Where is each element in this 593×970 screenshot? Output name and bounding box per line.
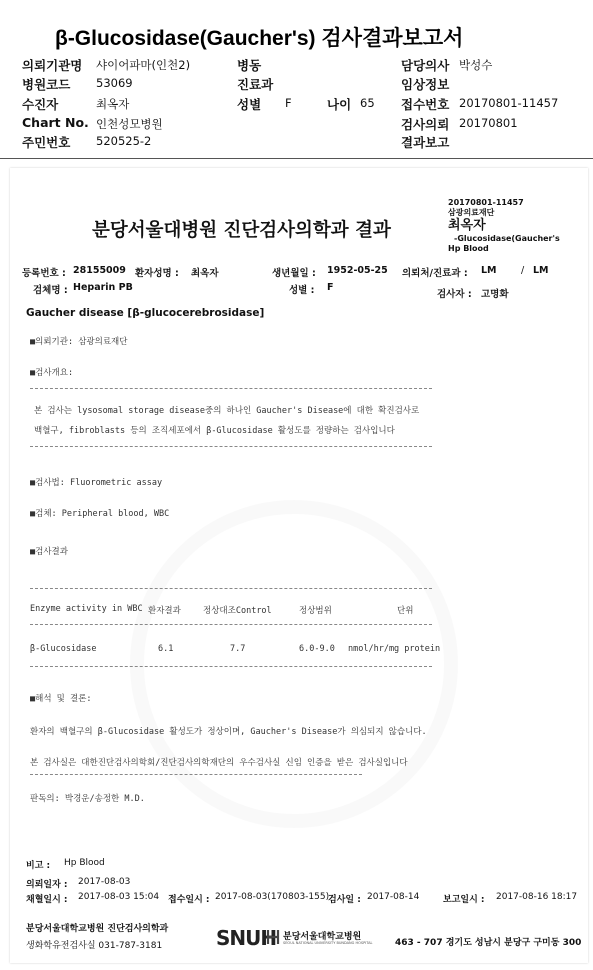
value-report-time: 2017-08-16 18:17 [496, 892, 578, 902]
logo-hospital-name: 분당서울대학교병원 [283, 932, 362, 942]
label-examiner: 검사자 : [437, 289, 472, 300]
value-collection-time: 2017-08-03 15:04 [78, 892, 160, 902]
label-note: 비고 : [26, 861, 51, 871]
snuh-logo: SNUH [216, 926, 277, 950]
label-receipt-no: 접수번호 [401, 97, 450, 112]
label-patient: 수진자 [22, 97, 59, 112]
value-reg-no: 28155009 [73, 265, 126, 276]
value-patient-name: 최옥자 [191, 268, 219, 279]
label-collection-time: 채혈일시 : [26, 895, 68, 905]
value-request-date: 2017-08-03 [78, 877, 131, 887]
box-org: 삼광의료재단 [448, 208, 495, 217]
table-header-enzyme: Enzyme activity in WBC [30, 604, 143, 614]
label-test-date: 검사일 : [328, 895, 361, 905]
value-receipt-time: 2017-08-03(170803-155) [215, 892, 330, 902]
overview-line-1: 본 검사는 lysosomal storage disease중의 하나인 Gaucher's Disease에 대한 확진검사로 [34, 406, 420, 416]
value-receipt-no: 20170801-11457 [459, 96, 559, 110]
label-institution: 의뢰기관명 [22, 58, 83, 73]
value-report-sex: F [327, 282, 334, 293]
table-header-range: 정상범위 [299, 606, 332, 616]
overview-heading: ■검사개요: [30, 368, 74, 378]
header-divider [0, 158, 593, 159]
label-ward: 병동 [237, 58, 262, 73]
label-dob: 생년월일 : [272, 268, 316, 279]
value-dept-1: LM [481, 265, 497, 276]
institution-line: ■의뢰기관: 삼광의료재단 [30, 337, 128, 347]
label-hospital-code: 병원코드 [22, 77, 71, 92]
interpretation-line-2: 본 검사실은 대한진단검사의학회/진단검사의학재단의 우수검사실 신임 인증을 받은 검사실입니다 [30, 758, 408, 768]
interpretation-heading: ■해석 및 결론: [30, 694, 92, 704]
divider [30, 588, 432, 589]
divider [30, 446, 432, 447]
method-line: ■검사법: Fluorometric assay [30, 478, 163, 488]
box-patient: 최옥자 [448, 218, 486, 233]
value-patient: 최옥자 [96, 97, 130, 111]
value-note: Hp Blood [64, 858, 105, 868]
value-dept-2: LM [533, 265, 549, 276]
value-hospital-code: 53069 [96, 76, 133, 90]
label-chart-no: Chart No. [22, 115, 89, 130]
value-chart-no: 인천성모병원 [96, 117, 163, 131]
divider [30, 388, 432, 389]
label-patient-name: 환자성명 : [135, 268, 179, 279]
label-reg-no: 등록번호 : [22, 268, 66, 279]
result-heading: ■검사결과 [30, 547, 68, 557]
divider [30, 666, 432, 667]
value-dob: 1952-05-25 [327, 265, 388, 276]
table-header-unit: 단위 [397, 606, 414, 616]
divider [30, 624, 432, 625]
label-age: 나이 [327, 97, 352, 112]
value-doctor: 박성수 [459, 58, 493, 72]
divider [30, 774, 362, 775]
logo-hospital-subname: SEOUL NATIONAL UNIVERSITY BUNDANG HOSPITAL [283, 941, 373, 945]
box-code: 20170801-11457 [448, 198, 524, 207]
overview-line-2: 백혈구, fibroblasts 등의 조직세포에서 β-Glucosidase 활성도를 정량하는 검사입니다 [34, 426, 395, 436]
label-specimen: 검체명 : [33, 285, 68, 296]
value-test-date: 2017-08-14 [367, 892, 420, 902]
test-name: Gaucher disease [β-glucocerebrosidase] [26, 307, 265, 319]
table-cell-control: 7.7 [230, 644, 246, 654]
label-department: 진료과 [237, 77, 274, 92]
table-header-control: 정상대조Control [203, 606, 272, 616]
label-report-time: 보고일시 : [443, 895, 485, 905]
footer-dept: 분당서울대학교병원 진단검사의학과 [26, 924, 169, 934]
interpretation-line-1: 환자의 백혈구의 β-Glucosidase 활성도가 정상이며, Gaucher's Disease가 의심되지 않습니다. [30, 727, 427, 737]
label-resident-no: 주민번호 [22, 135, 71, 150]
hospital-seal-watermark [130, 500, 458, 828]
snuh-logo-mark-icon [266, 928, 280, 946]
table-header-result: 환자결과 [148, 606, 181, 616]
value-age: 65 [360, 96, 375, 110]
specimen-line: ■검체: Peripheral blood, WBC [30, 509, 170, 519]
table-cell-enzyme: β-Glucosidase [30, 644, 97, 654]
table-cell-result: 6.1 [158, 644, 174, 654]
box-test: -Glucosidase(Gaucher's [454, 234, 560, 243]
label-sex: 성별 [237, 97, 262, 112]
label-clinical-info: 임상정보 [401, 77, 450, 92]
lab-report-title: 분당서울대병원 진단검사의학과 결과 [92, 220, 391, 241]
label-report-sex: 성별 : [289, 285, 315, 296]
footer-address: 463 - 707 경기도 성남시 분당구 구미동 300 [395, 938, 582, 948]
specimen-label-box [448, 198, 560, 254]
label-receipt-time: 접수일시 : [168, 895, 210, 905]
value-examiner: 고명화 [481, 289, 509, 300]
label-doctor: 담당의사 [401, 58, 450, 73]
dept-separator: / [521, 265, 525, 276]
value-institution: 샤이어파마(인천2) [96, 58, 191, 72]
label-request-date: 의뢰일자 : [26, 880, 68, 890]
label-test-request: 검사의뢰 [401, 117, 450, 132]
value-specimen: Heparin PB [73, 282, 133, 293]
report-title: β-Glucosidase(Gaucher's) 검사결과보고서 [55, 27, 464, 50]
value-resident-no: 520525-2 [96, 134, 152, 148]
table-cell-unit: nmol/hr/mg protein [348, 644, 441, 654]
label-result-report: 결과보고 [401, 135, 450, 150]
footer-lab-phone: 생화학유전검사실 031-787-3181 [26, 941, 163, 951]
value-test-request: 20170801 [459, 116, 518, 130]
label-dept: 의뢰처/진료과 : [402, 268, 468, 279]
box-specimen: Hp Blood [448, 244, 489, 253]
table-cell-range: 6.0-9.0 [299, 644, 335, 654]
reader-line: 판독의: 박경운/송정한 M.D. [30, 794, 145, 804]
value-sex: F [285, 96, 292, 110]
